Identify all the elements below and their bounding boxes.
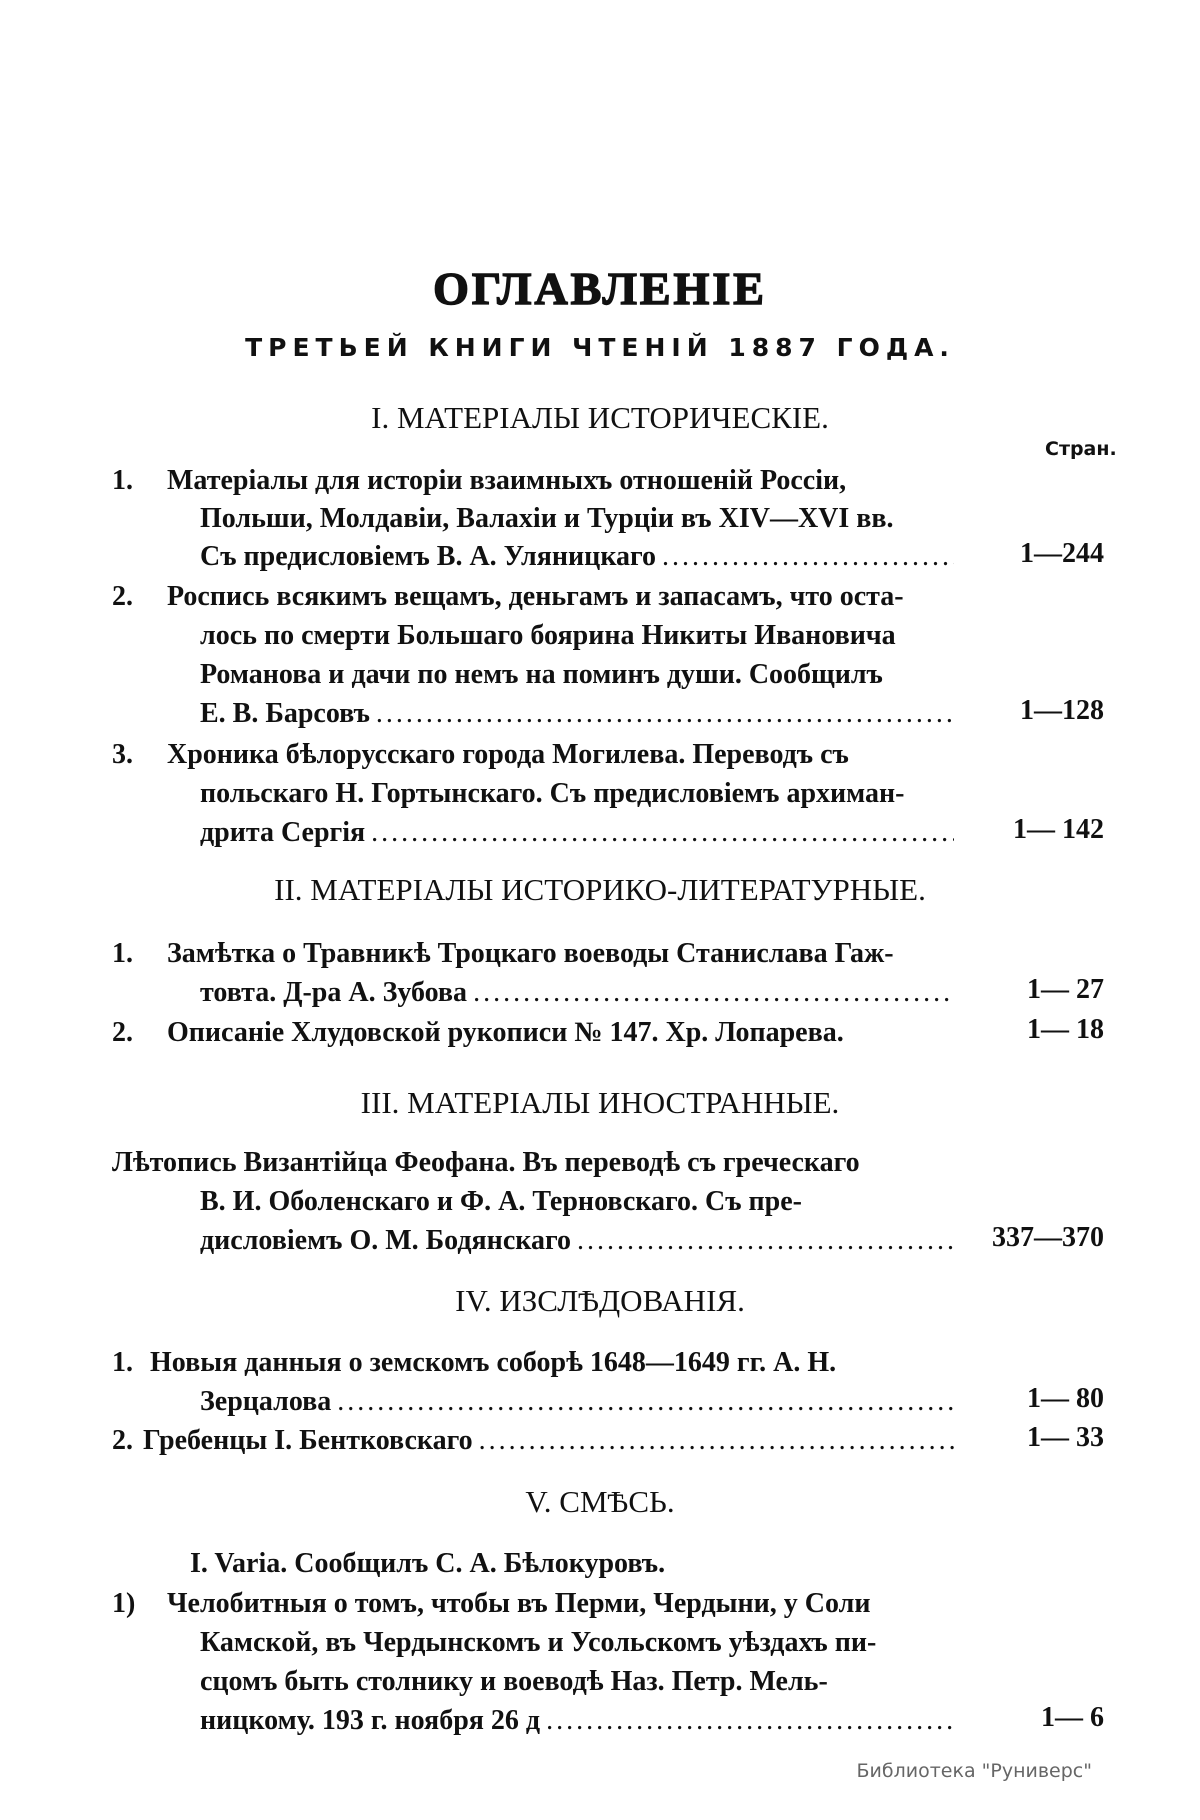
entry-line-with-leader [200,538,960,576]
dot-leader [473,974,954,1012]
entry-line: польскаго Н. Гортынскаго. Съ предисловiемъ архиман- [200,778,905,809]
entry-number: 2. [112,1017,133,1048]
entry-pages: 1— 142 [1013,814,1104,845]
entry-line: товта. Д-ра А. Зубова [200,977,468,1008]
section-heading-4: IV. ИЗСЛѢДОВАНIЯ. [455,1283,745,1318]
entry-line: Хроника бѣлорусскаго города Могилева. Переводъ съ [167,739,849,770]
dot-leader [577,1222,954,1260]
entry-line: дрита Сергiя [200,817,366,848]
dot-leader [376,695,954,733]
entry-line: Лѣтопись Византiйца Феофана. Въ переводѣ съ греческаго [112,1147,860,1178]
entry-line: ницкому. 193 г. ноября 26 д [200,1705,541,1736]
entry-line-with-leader [200,695,960,733]
entry-line: лось по смерти Большаго боярина Никиты Ивановича [200,620,896,651]
entry-line-with-leader [200,814,960,852]
entry-number: 1. [112,938,133,969]
section-heading-1: I. МАТЕРIАЛЫ ИСТОРИЧЕСКIЕ. [371,400,829,435]
entry-line-with-leader [200,974,960,1012]
entry-line: Камской, въ Чердынскомъ и Усольскомъ уѣздахъ пи- [200,1627,877,1658]
entry-line: В. И. Оболенскаго и Ф. А. Терновскаго. Съ пре- [200,1186,802,1217]
dot-leader [337,1383,954,1421]
entry-number: 3. [112,739,133,770]
library-watermark: Библиотека "Руниверс" [856,1760,1092,1782]
section-heading-2: II. МАТЕРIАЛЫ ИСТОРИКО-ЛИТЕРАТУРНЫЕ. [274,872,926,907]
section-heading-5: V. СМѢСЬ. [525,1484,675,1519]
entry-line-with-leader [112,1422,960,1460]
entry-line: I. Varia. Сообщилъ С. А. Бѣлокуровъ. [190,1548,666,1579]
entry-line: Матерiалы для исторiи взаимныхъ отношенiй Россiи, [167,465,847,496]
entry-line: дисловiемъ О. М. Бодянскаго [200,1225,571,1256]
page-subtitle: ТРЕТЬЕЙ КНИГИ ЧТЕНIЙ 1887 ГОДА. [245,333,955,362]
entry-pages: 1—244 [1020,538,1104,569]
entry-line: Описанiе Хлудовской рукописи № 147. Хр. Лопарева. [167,1017,844,1048]
entry-pages: 1— 27 [1027,974,1104,1005]
dot-leader [479,1422,954,1460]
entry-pages: 1—128 [1020,695,1104,726]
dot-leader [371,814,954,852]
entry-line: Замѣтка о Травникѣ Троцкаго воеводы Станислава Гаж- [167,938,894,969]
entry-line: Зерцалова [200,1386,332,1417]
entry-line: Е. В. Барсовъ [200,698,370,729]
entry-line: Челобитныя о томъ, чтобы въ Перми, Чердыни, у Соли [167,1588,871,1619]
section-heading-3: III. МАТЕРIАЛЫ ИНОСТРАННЫЕ. [360,1085,840,1120]
entry-line: Польши, Молдавiи, Валахiи и Турцiи въ XIV—XVI вв. [200,503,894,534]
entry-line: Романова и дачи по немъ на поминъ души. Сообщилъ [200,659,883,690]
dot-leader [546,1702,954,1740]
page-title: ОГЛАВЛЕНIЕ [433,263,767,314]
entry-pages: 337—370 [992,1222,1104,1253]
entry-number: 2. [112,581,133,612]
dot-leader [662,538,954,576]
entry-pages: 1— 80 [1027,1383,1104,1414]
entry-line: Роспись всякимъ вещамъ, деньгамъ и запасамъ, что оста- [167,581,904,612]
entry-number: 1. [112,1347,133,1378]
entry-line: Гребенцы I. Бентковскаго [143,1425,473,1456]
entry-number: 2. [112,1425,133,1456]
entry-number: 1) [112,1588,136,1619]
entry-pages: 1— 18 [1027,1014,1104,1045]
pages-column-header: Стран. [1045,438,1117,460]
entry-pages: 1— 6 [1041,1702,1104,1733]
entry-line-with-leader [200,1222,960,1260]
entry-line-with-leader [200,1702,960,1740]
entry-line: Съ предисловiемъ В. А. Уляницкаго [200,541,657,572]
entry-pages: 1— 33 [1027,1422,1104,1453]
entry-line: сцомъ быть столнику и воеводѣ Наз. Петр. Мель- [200,1666,828,1697]
entry-number: 1. [112,465,133,496]
entry-line-with-leader [200,1383,960,1421]
entry-line: Новыя данныя о земскомъ соборѣ 1648—1649 гг. А. Н. [150,1347,837,1378]
